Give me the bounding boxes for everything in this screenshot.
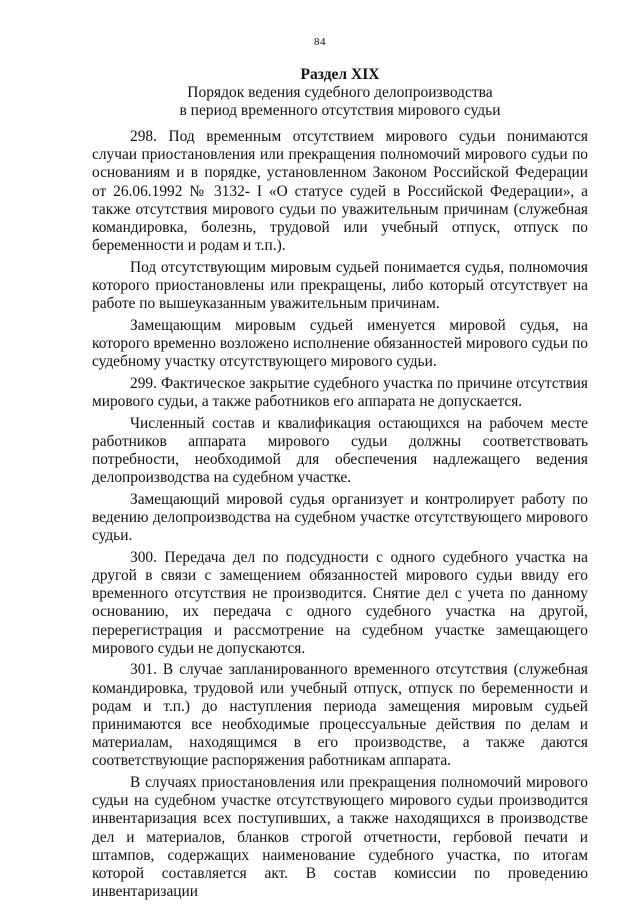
paragraph-301: 301. В случае запланированного временного отсутствия (служебная командировка, трудовой или учебный отпуск, отпуск по беременности и родам и т.п.) до наступления периода замещения мировым судьей принимаются все необходимые процессуальные действия по делам и материалам, находящимся в его производстве, а также даются соответствующие распоряжения работникам аппарата. [92, 661, 588, 770]
paragraph-staff-composition: Численный состав и квалификация остающихся на рабочем месте работников аппарата мирового судьи должны соответствовать потребности, необходимой для обеспечения надлежащего ведения делопроизводства на судебном участке. [92, 414, 588, 487]
section-heading [92, 66, 588, 120]
section-title: Раздел XIX [300, 66, 380, 83]
section-subtitle-line-1: Порядок ведения судебного делопроизводства [187, 84, 493, 101]
paragraph-substitute-judge-definition: Замещающим мировым судьей именуется мировой судья, на которого временно возложено исполнение обязанностей мирового судьи по судебному участку отсутствующего мирового судьи. [92, 316, 588, 371]
document-body [92, 128, 588, 905]
paragraph-inventory: В случаях приостановления или прекращения полномочий мирового судьи на судебном участке отсутствующего мирового судьи производится инвентаризация всех поступивших, а также находящихся в производстве дел и материалов, бланков строгой отчетности, гербовой печати и штампов, содержащих наименование судебного участка, по итогам которой составляется акт. В состав комиссии по проведению инвентаризации [92, 774, 588, 901]
paragraph-300: 300. Передача дел по подсудности с одного судебного участка на другой в связи с замещением обязанностей мирового судьи ввиду его временного отсутствия не производится. Снятие дел с учета по данному основанию, их передача с одного судебного участка на другой, перерегистрация и рассмотрение на судебном участке замещающего мирового судьи не допускаются. [92, 548, 588, 657]
page-number: 84 [314, 36, 326, 48]
paragraph-absent-judge-definition: Под отсутствующим мировым судьей понимается судья, полномочия которого приостановлены или прекращены, либо который отсутствует на работе по вышеуказанным уважительным причинам. [92, 258, 588, 313]
paragraph-substitute-judge-duties: Замещающий мировой судья организует и контролирует работу по ведению делопроизводства на судебном участке отсутствующего мирового судьи. [92, 490, 588, 545]
section-subtitle-line-2: в период временного отсутствия мирового судьи [179, 102, 501, 119]
paragraph-298: 298. Под временным отсутствием мирового судьи понимаются случаи приостановления или прекращения полномочий мирового судьи по основаниям и в порядке, установленном Законом Российской Федерации от 26.06.1992 № 3132- I «О статусе судей в Российской Федерации», а также отсутствия мирового судьи по уважительным причинам (служебная командировка, болезнь, трудовой или учебный отпуск, отпуск по беременности и родам и т.п.). [92, 128, 588, 255]
paragraph-299: 299. Фактическое закрытие судебного участка по причине отсутствия мирового судьи, а также работников его аппарата не допускается. [92, 374, 588, 411]
